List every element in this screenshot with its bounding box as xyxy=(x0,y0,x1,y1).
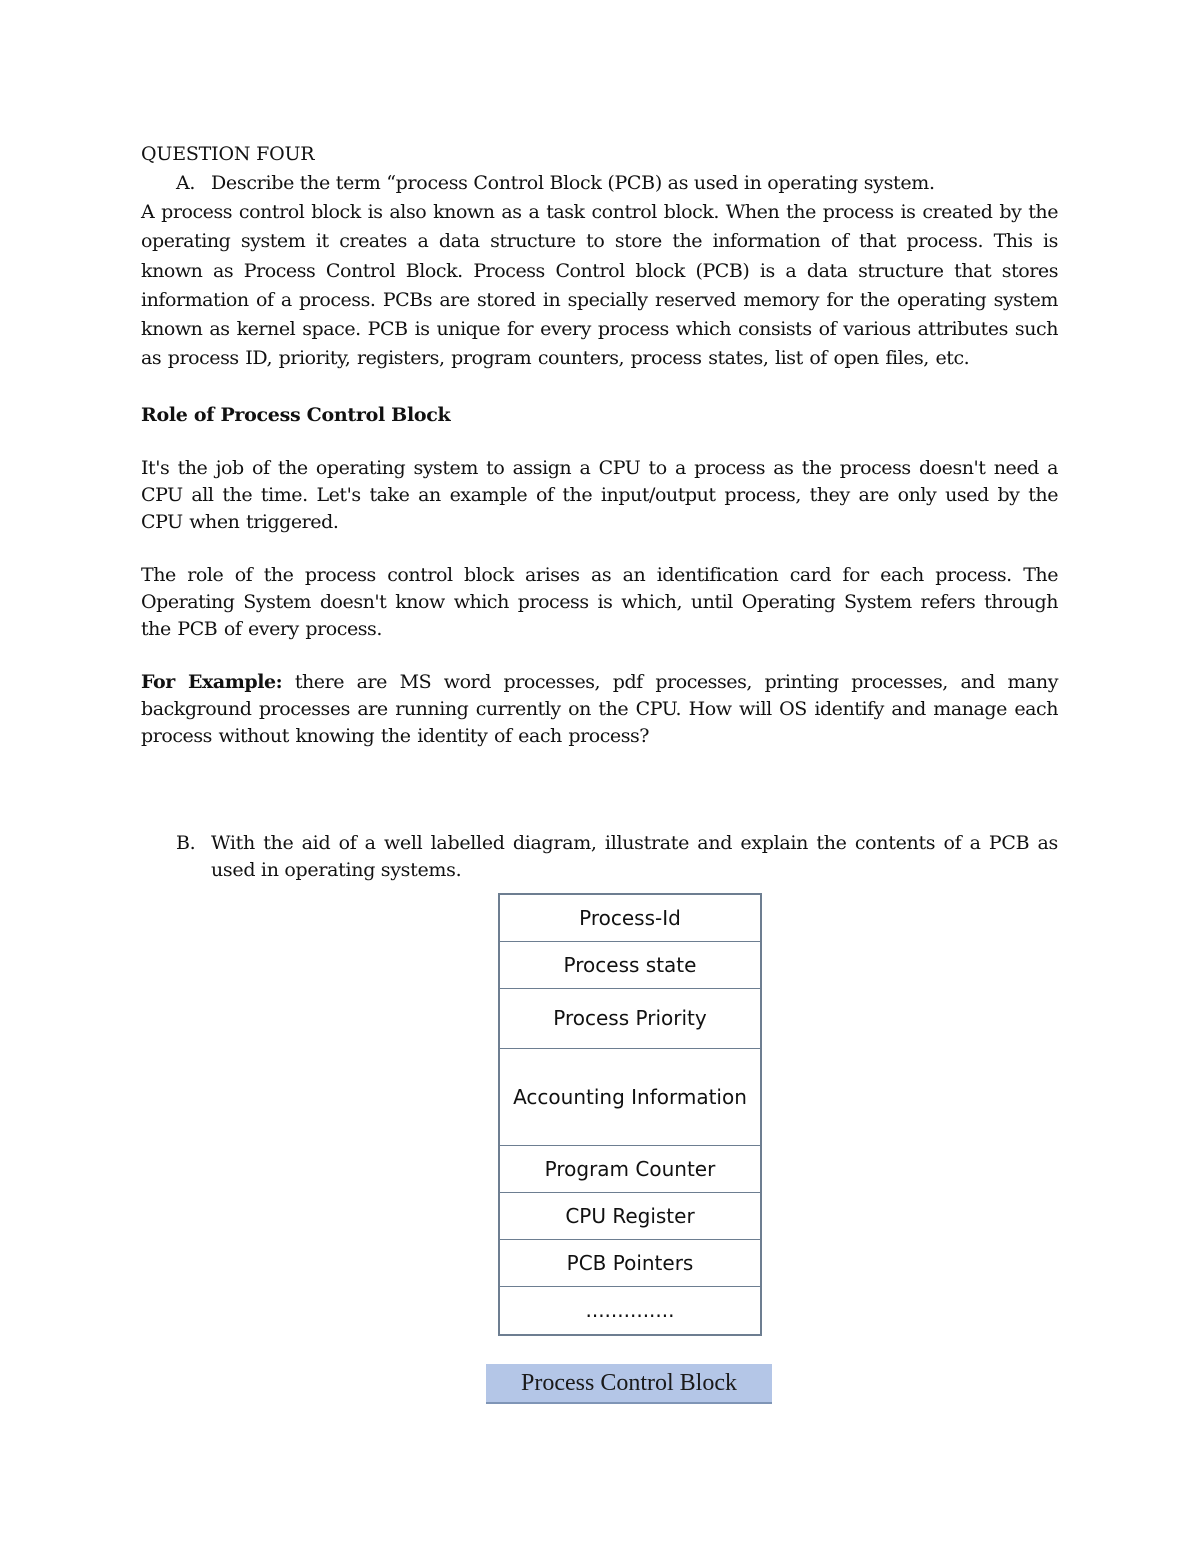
pcb-field-process-id: Process-Id xyxy=(500,895,760,942)
part-a-marker: A. xyxy=(176,172,196,194)
answer-intro-paragraph: A process control block is also known as a task control block. When the process is created by the operating system it creates a data structure to store the information of that process. This is known as Process Control Block. Process Control block (PCB) is a data structure that stores information of a process. PCBs are stored in specially reserved memory for the operating system known as kernel space. PCB is unique for every process which consists of various attributes such as process ID, priority, registers, program counters, process states, list of open files, etc. xyxy=(141,201,1058,370)
question-title: QUESTION FOUR xyxy=(141,143,315,165)
role-paragraph-1: It's the job of the operating system to assign a CPU to a process as the process doesn't need a CPU all the time. Let's take an example of the input/output process, they are only used by the CPU when triggered. xyxy=(141,456,1058,533)
pcb-field-accounting-information: Accounting Information xyxy=(500,1049,760,1146)
pcb-diagram xyxy=(498,893,762,1336)
pcb-field-ellipsis: .............. xyxy=(585,1298,675,1322)
part-a-prompt: Describe the term “process Control Block (PCB) as used in operating system. xyxy=(211,172,935,194)
pcb-field-cpu-register: CPU Register xyxy=(500,1193,760,1240)
example-paragraph xyxy=(141,669,1058,750)
role-paragraph-2: The role of the process control block arises as an identification card for each process. The Operating System doesn't know which process is which, until Operating System refers through the PCB of every process. xyxy=(141,563,1058,640)
part-b-item xyxy=(141,830,1058,884)
example-text: there are MS word processes, pdf processes, printing processes, and many background processes are running currently on the CPU. How will OS identify and manage each process without knowing the identity of each process? xyxy=(141,670,1059,747)
pcb-field-pcb-pointers: PCB Pointers xyxy=(500,1240,760,1287)
pcb-field-program-counter: Program Counter xyxy=(500,1146,760,1193)
pcb-field-process-state: Process state xyxy=(500,942,760,989)
document-page xyxy=(141,140,1058,884)
part-b-marker: B. xyxy=(176,831,196,854)
pcb-field-process-priority: Process Priority xyxy=(500,989,760,1049)
pcb-caption: Process Control Block xyxy=(486,1364,772,1404)
example-label: For Example: xyxy=(141,670,283,693)
part-b-prompt: With the aid of a well labelled diagram, illustrate and explain the contents of a PCB as used in operating systems. xyxy=(211,831,1058,881)
part-a-item xyxy=(141,169,1058,198)
role-heading: Role of Process Control Block xyxy=(141,403,451,426)
